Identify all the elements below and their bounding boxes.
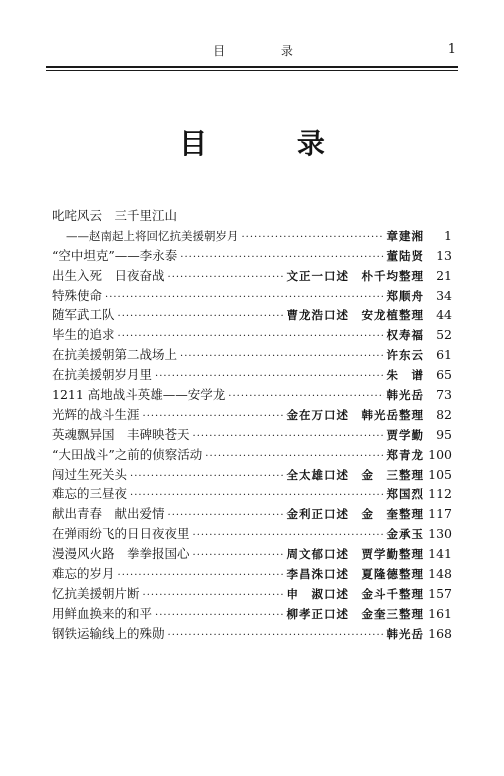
toc-entry-author: 郑青龙 — [386, 447, 424, 462]
toc-entry-title: 英魂飘异国 丰碑映苍天 — [52, 426, 190, 442]
toc-entry[interactable] — [52, 544, 452, 564]
toc-entry-author: 董陆贤 — [386, 248, 424, 263]
toc-entry-title: 献出青春 献出爱情 — [52, 506, 165, 522]
header-rule-thin — [46, 70, 458, 71]
toc-entry-author: 权寿福 — [386, 328, 424, 343]
toc-entry-title: 钢铁运输线上的殊勋 — [52, 625, 165, 641]
toc-entry-author: 金利正口述 金 奎整理 — [286, 507, 424, 522]
toc-entry[interactable] — [52, 524, 452, 544]
toc-entry[interactable] — [52, 564, 452, 584]
toc-entry[interactable] — [52, 286, 452, 306]
toc-entry-author: 韩光岳 — [386, 388, 424, 403]
toc-entry-title: 毕生的追求 — [52, 327, 115, 343]
toc-entry[interactable] — [52, 465, 452, 485]
toc-entry-title: 难忘的三昼夜 — [52, 486, 128, 502]
toc-entry-title: 闯过生死关头 — [52, 466, 128, 482]
toc-entry-title: 叱咤风云 三千里江山 — [52, 208, 178, 223]
toc-entry-page: 117 — [428, 506, 452, 522]
toc-entry-page: 73 — [436, 387, 452, 403]
toc-entry-title: 忆抗美援朝片断 — [52, 585, 140, 601]
table-of-contents — [52, 206, 452, 644]
toc-entry-title: 漫漫风火路 拳拳报国心 — [52, 546, 190, 562]
toc-entry-author: 金承玉 — [386, 527, 424, 542]
toc-entry-title: 在弹雨纷飞的日日夜夜里 — [52, 526, 190, 542]
dot-leader — [168, 626, 384, 646]
toc-entry[interactable] — [52, 246, 452, 266]
toc-entry-page: 61 — [436, 347, 452, 363]
toc-entry-page: 21 — [436, 267, 452, 283]
toc-entry-author: 许东云 — [386, 348, 424, 363]
toc-entry-page: 157 — [428, 585, 452, 601]
toc-entry-page: 1 — [444, 227, 452, 243]
toc-entry-title: 难忘的岁月 — [52, 566, 115, 582]
toc-entry-author: 曹龙浩口述 安龙植整理 — [286, 308, 424, 323]
toc-entry[interactable] — [52, 604, 452, 624]
toc-entry-page: 148 — [428, 566, 452, 582]
toc-entry-page: 52 — [436, 327, 452, 343]
toc-entry[interactable] — [52, 484, 452, 504]
toc-entry-title: “大田战斗”之前的侦察活动 — [52, 446, 203, 462]
toc-entry[interactable] — [52, 206, 452, 226]
toc-entry-page: 168 — [428, 625, 452, 641]
toc-entry-title: 出生入死 日夜奋战 — [52, 267, 165, 283]
toc-entry-page: 100 — [428, 446, 452, 462]
toc-entry-author: 柳孝正口述 金奎三整理 — [286, 606, 424, 621]
toc-entry-author: 郑顺舟 — [386, 288, 424, 303]
header-rule — [46, 66, 458, 68]
toc-entry[interactable] — [52, 226, 452, 246]
toc-entry-title: 用鲜血换来的和平 — [52, 605, 153, 621]
toc-entry-author: 李昌洙口述 夏隆德整理 — [286, 567, 424, 582]
toc-entry-title: 特殊使命 — [52, 287, 103, 303]
toc-entry[interactable] — [52, 405, 452, 425]
toc-entry-title: “空中坦克”——李永泰 — [52, 247, 178, 263]
toc-entry-page: 130 — [428, 526, 452, 542]
toc-entry-author: 章建湘 — [386, 228, 424, 243]
toc-entry-author: 郑国烈 — [386, 487, 424, 502]
toc-entry-author: 金在万口述 韩光岳整理 — [286, 407, 424, 422]
toc-entry-author: 全太雄口述 金 三整理 — [286, 467, 424, 482]
toc-entry[interactable] — [52, 365, 452, 385]
toc-entry-page: 95 — [436, 426, 452, 442]
toc-entry-page: 105 — [428, 466, 452, 482]
toc-entry-title: 在抗美援朝岁月里 — [52, 367, 153, 383]
toc-entry-title: 在抗美援朝第二战场上 — [52, 347, 178, 363]
toc-entry[interactable] — [52, 266, 452, 286]
toc-entry[interactable] — [52, 584, 452, 604]
toc-entry-title: 1211 高地战斗英雄——安学龙 — [52, 387, 226, 403]
toc-entry-title: 光辉的战斗生涯 — [52, 406, 140, 422]
toc-entry-author: 贾学勤 — [386, 427, 424, 442]
toc-entry-title: 随军武工队 — [52, 307, 115, 323]
toc-entry-author: 文正一口述 朴千均整理 — [286, 268, 424, 283]
toc-entry-page: 34 — [436, 287, 452, 303]
toc-entry-author: 周文郁口述 贾学勤整理 — [286, 547, 424, 562]
toc-entry-page: 82 — [436, 406, 452, 422]
running-header-title: 目 录 — [213, 44, 319, 58]
toc-title: 目 录 — [179, 127, 365, 160]
toc-entry-page: 65 — [436, 367, 452, 383]
toc-entry-page: 13 — [436, 247, 452, 263]
running-header — [48, 38, 458, 62]
toc-entry-author: 韩光岳 — [386, 626, 424, 641]
toc-entry-page: 141 — [428, 546, 452, 562]
toc-entry-page: 161 — [428, 605, 452, 621]
toc-entry[interactable] — [52, 345, 452, 365]
toc-entry-title: ——赵南起上将回忆抗美援朝岁月 — [66, 228, 239, 243]
toc-entry-author: 朱 谱 — [386, 368, 424, 383]
toc-entry[interactable] — [52, 305, 452, 325]
toc-entry[interactable] — [52, 325, 452, 345]
toc-entry[interactable] — [52, 445, 452, 465]
toc-entry[interactable] — [52, 624, 452, 644]
page-number: 1 — [447, 42, 456, 57]
toc-entry-page: 112 — [428, 486, 452, 502]
toc-entry-page: 44 — [436, 307, 452, 323]
toc-entry[interactable] — [52, 425, 452, 445]
toc-entry[interactable] — [52, 385, 452, 405]
toc-entry-author: 申 淑口述 金斗千整理 — [286, 586, 424, 601]
toc-entry[interactable] — [52, 504, 452, 524]
